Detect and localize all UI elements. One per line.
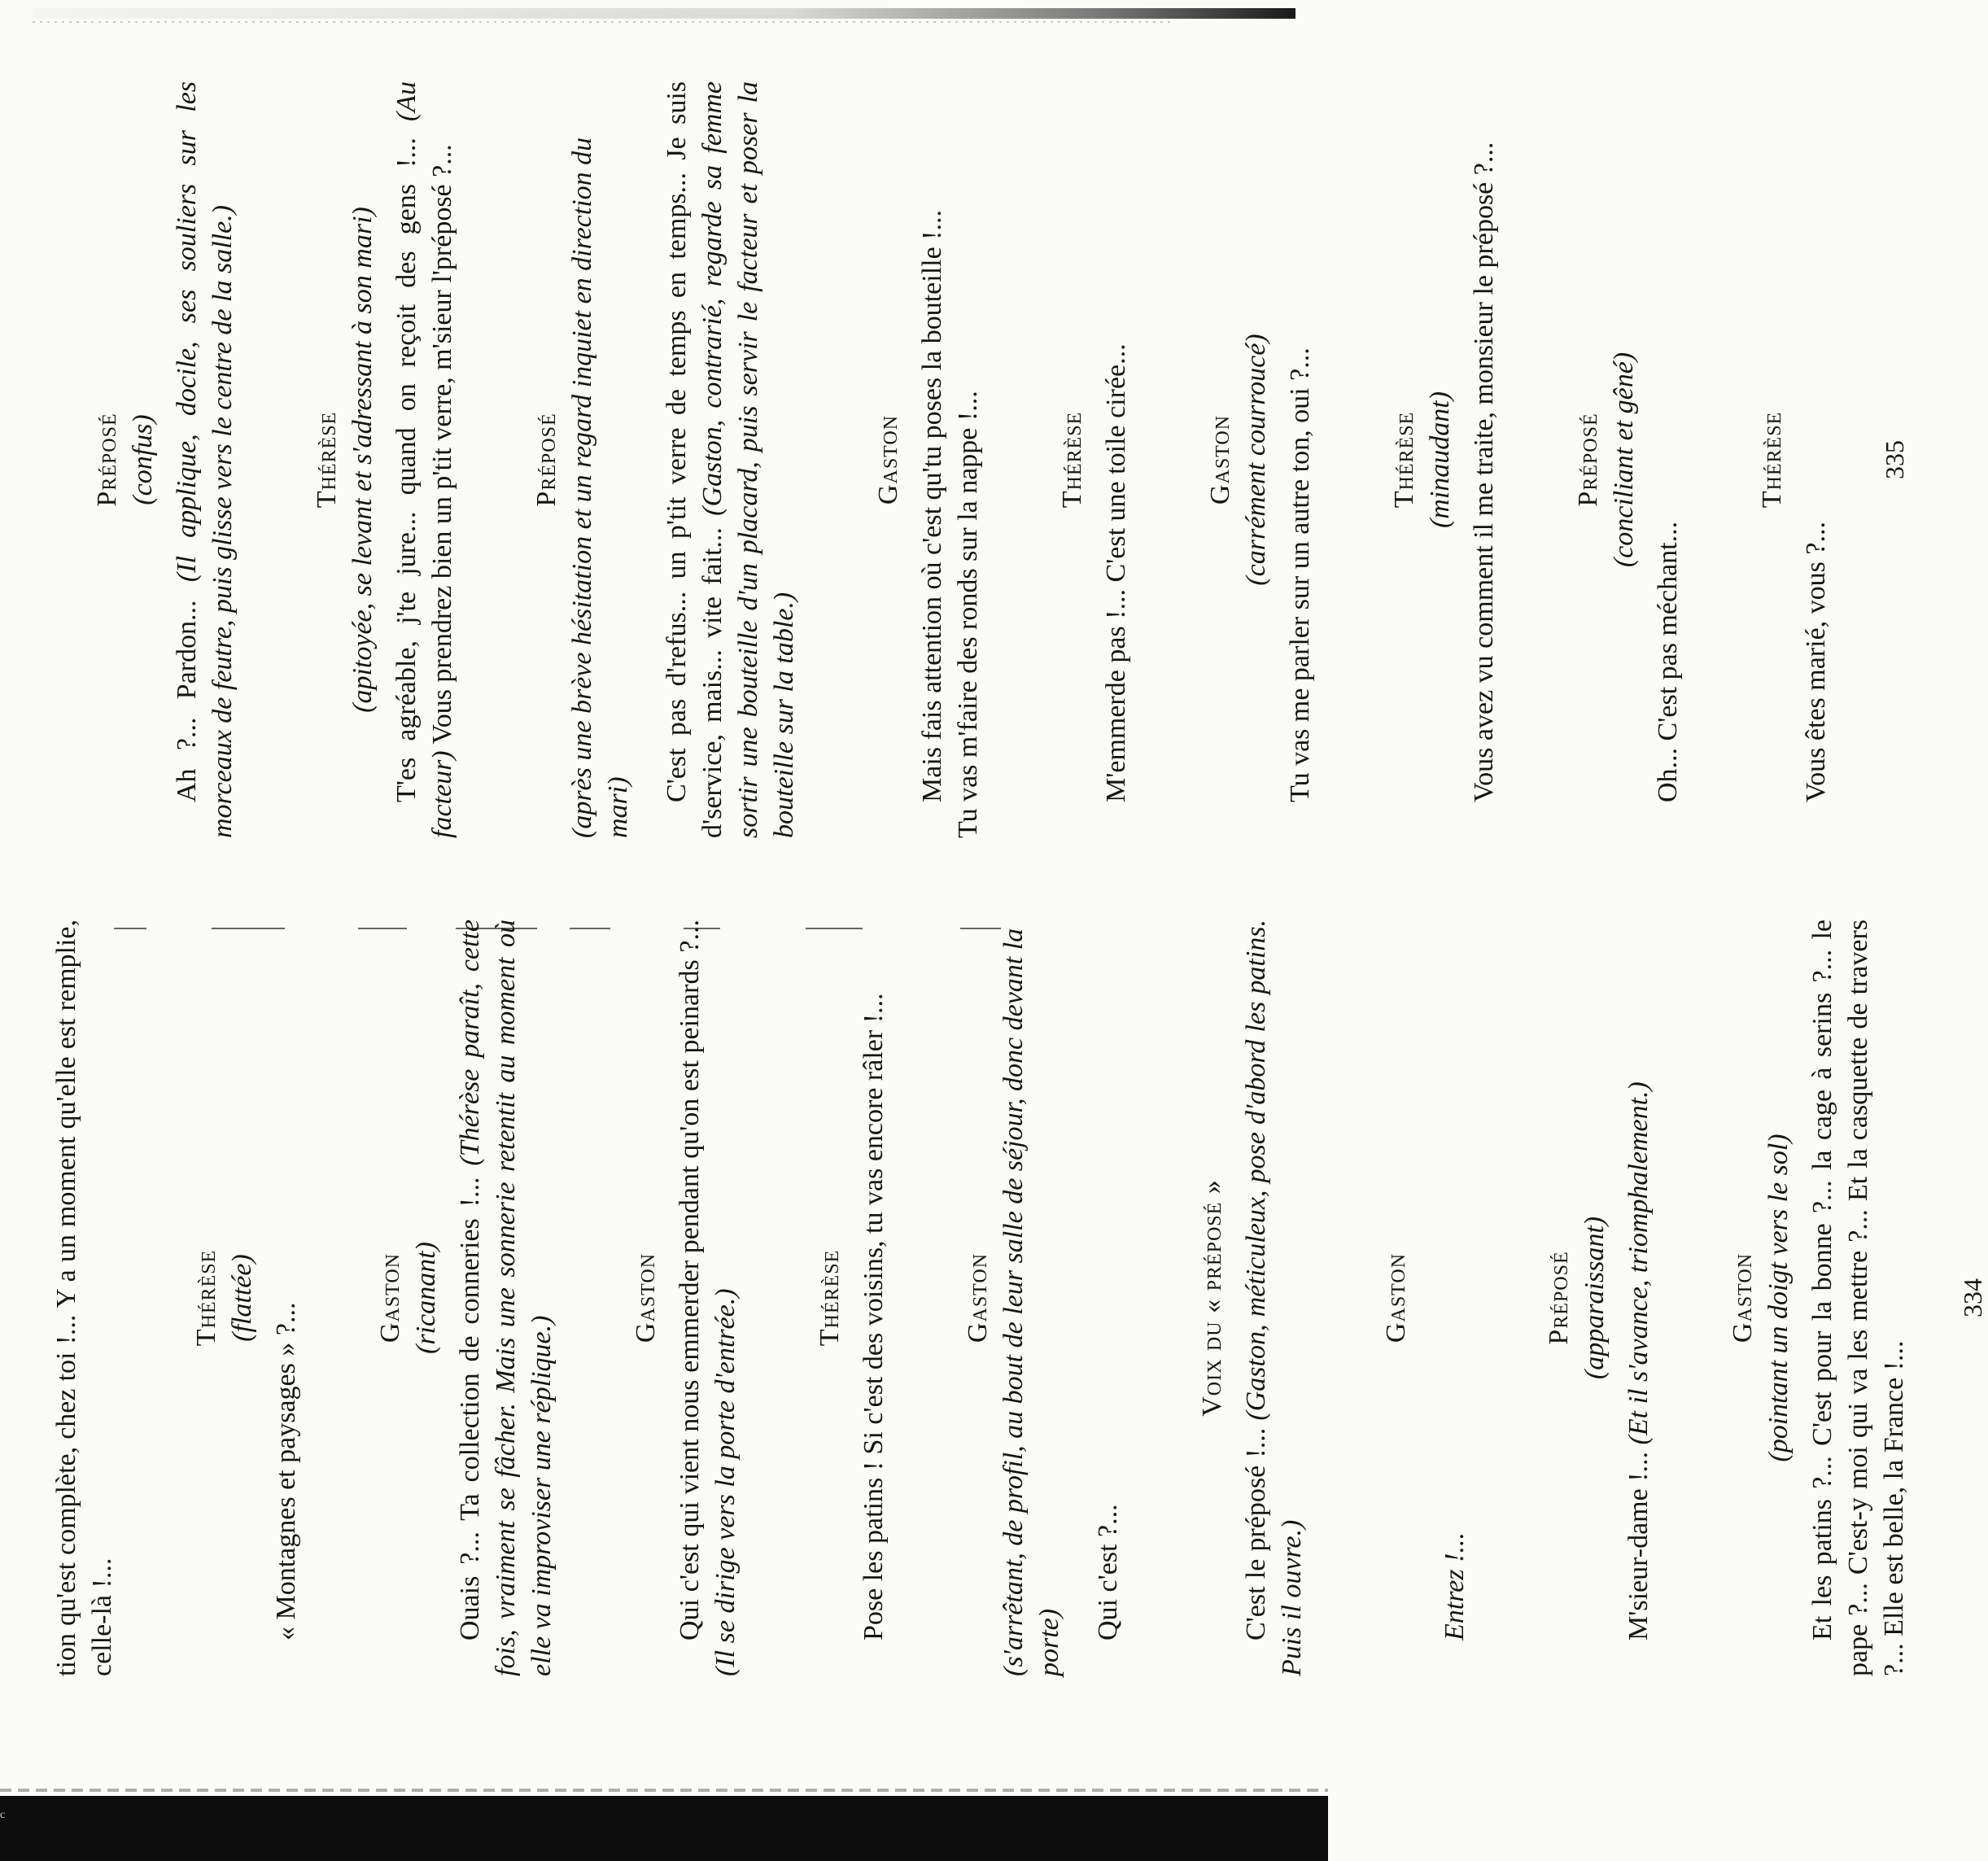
- page-number: 335: [1880, 440, 1909, 479]
- stage-direction: (ricanant): [411, 1242, 441, 1354]
- stage-direction: (Il se dirige vers la porte d'entrée.): [710, 1288, 741, 1676]
- speaker-gaston: Gaston: [631, 1252, 661, 1343]
- dialogue-line: Qui c'est ?...: [1093, 1504, 1123, 1640]
- speaker-therese: Thérèse: [1757, 411, 1787, 509]
- dialogue-line: M'emmerde pas !... C'est une toile cirée...: [1101, 343, 1131, 802]
- dialogue-line: Entrez !...: [1440, 1532, 1470, 1640]
- dialogue-text: T'es agréable, j'te jure... quand on reçoit des gens !...: [391, 138, 422, 802]
- dialogue-text: Ouais ?... Ta collection de conneries !...: [455, 1177, 485, 1640]
- page-335: [90, 81, 1909, 838]
- scan-top-noise: [33, 21, 1172, 23]
- stage-direction: (apparaissant): [1579, 1216, 1610, 1380]
- dialogue-line: Et les patins ?... C'est pour la bonne ?... la cage à serins ?... le pape ?... C'est-y moi qui va les mettre ?... Et la casquette de travers ?... Elle est belle, la France !...: [1807, 920, 1909, 1676]
- dialogue-line: [659, 81, 802, 838]
- stage-direction: (confus): [128, 414, 158, 505]
- speaker-therese: Thérèse: [815, 1249, 845, 1347]
- scan-edge-mark: c: [0, 1809, 6, 1821]
- page-number: 334: [1958, 1278, 1987, 1317]
- dialogue-text: C'est pas d'refus... un p'tit verre de temps en temps... Je suis d'service, mais... vite fait...: [662, 81, 727, 838]
- dialogue-line: Tu vas me parler sur un autre ton, oui ?...: [1285, 347, 1315, 802]
- stage-direction: (apitoyée, se levant et s'adressant à son mari): [347, 207, 378, 713]
- dialogue-line: [452, 920, 560, 1676]
- stage-direction: (pointant un doigt vers le sol): [1763, 1134, 1794, 1462]
- dialogue-line: [1239, 920, 1310, 1676]
- stage-direction: (minaudant): [1425, 391, 1455, 529]
- dialogue-text: Ah ?... Pardon...: [172, 600, 202, 802]
- scan-bottom-edge: [0, 1796, 1328, 1861]
- stage-direction: (Thérèse paraît, cette fois, vraiment se fâcher. Mais une sonnerie retentit au moment où elle va improviser une réplique.): [455, 919, 557, 1676]
- stage-direction: (après une brève hésitation et un regard inquiet en direction du mari): [567, 137, 633, 838]
- dialogue-text: M'sieur-dame !...: [1623, 1451, 1654, 1640]
- speaker-therese: Thérèse: [312, 411, 342, 509]
- dialogue-line: [389, 81, 461, 838]
- stage-direction: (Gaston, contrarié, regarde sa femme sortir une bouteille d'un placard, puis servir le facteur et poser la bouteille sur la table.): [697, 81, 799, 838]
- stage-direction: (carrément courroucé): [1241, 334, 1271, 586]
- page-334: [49, 919, 1987, 1676]
- speaker-gaston: Gaston: [963, 1252, 993, 1343]
- scan-top-edge: [33, 8, 1295, 19]
- dialogue-text: Vous prendrez bien un p'tit verre, m'sieur l'préposé ?...: [427, 144, 457, 745]
- speaker-therese: Thérèse: [191, 1249, 221, 1347]
- dialogue-line: Vous êtes marié, vous ?...: [1801, 522, 1831, 802]
- dialogue-line: [1621, 920, 1657, 1676]
- dialogue-line: [672, 920, 744, 1676]
- dialogue-line: Oh... C'est pas méchant...: [1653, 521, 1683, 802]
- stage-direction: (conciliant et gêné): [1609, 352, 1639, 568]
- speaker-prepose: Préposé: [1544, 1251, 1574, 1345]
- dialogue-line: Mais fais attention où c'est qu'tu poses la bouteille !...: [917, 210, 947, 802]
- scan-bottom-noise: [0, 1789, 1328, 1792]
- speaker-therese: Thérèse: [1389, 411, 1419, 509]
- dialogue-line: Pose les patins ! Si c'est des voisins, tu vas encore râler !...: [859, 993, 889, 1640]
- dialogue-line: Tu vas m'faire des ronds sur la nappe !...: [953, 391, 983, 838]
- speaker-gaston: Gaston: [375, 1252, 405, 1343]
- stage-direction: (s'arrêtant, de profil, au bout de leur salle de séjour, donc devant la porte): [998, 928, 1064, 1676]
- stage-direction: (Et il s'avance, triomphalement.): [1623, 1081, 1654, 1445]
- speaker-voice-prepose: Voix du « préposé »: [1197, 1179, 1227, 1417]
- stage-direction: (Il applique, docile, ses souliers sur les morceaux de feutre, puis glisse vers le centre de la salle.): [172, 81, 238, 838]
- speaker-gaston: Gaston: [1381, 1252, 1411, 1343]
- speaker-gaston: Gaston: [1205, 414, 1235, 505]
- speaker-gaston: Gaston: [1728, 1252, 1758, 1343]
- speaker-therese: Thérèse: [1057, 411, 1087, 509]
- speaker-prepose: Préposé: [1573, 413, 1603, 507]
- dialogue-text: Qui c'est qui vient nous emmerder pendant qu'on est peinards ?...: [675, 920, 705, 1640]
- speaker-prepose: Préposé: [531, 413, 561, 507]
- dialogue-line: [169, 81, 241, 838]
- stage-direction: (flattée): [227, 1254, 257, 1342]
- stage-direction: (Gaston, méticuleux, pose d'abord les patins. Puis il ouvre.): [1241, 919, 1307, 1676]
- speaker-prepose: Préposé: [92, 413, 122, 507]
- dialogue-line: Vous avez vu comment il me traite, monsieur le préposé ?...: [1469, 142, 1499, 802]
- dialogue-text: C'est le préposé !...: [1241, 1427, 1271, 1640]
- dialogue-line: « Montagnes et paysages » ?...: [271, 1302, 301, 1640]
- stage-direction: (Au facteur): [391, 81, 457, 838]
- speaker-gaston: Gaston: [873, 414, 903, 505]
- text-continuation: tion qu'est complète, chez toi !... Y a un moment qu'elle est remplie, celle-là !...: [51, 920, 117, 1676]
